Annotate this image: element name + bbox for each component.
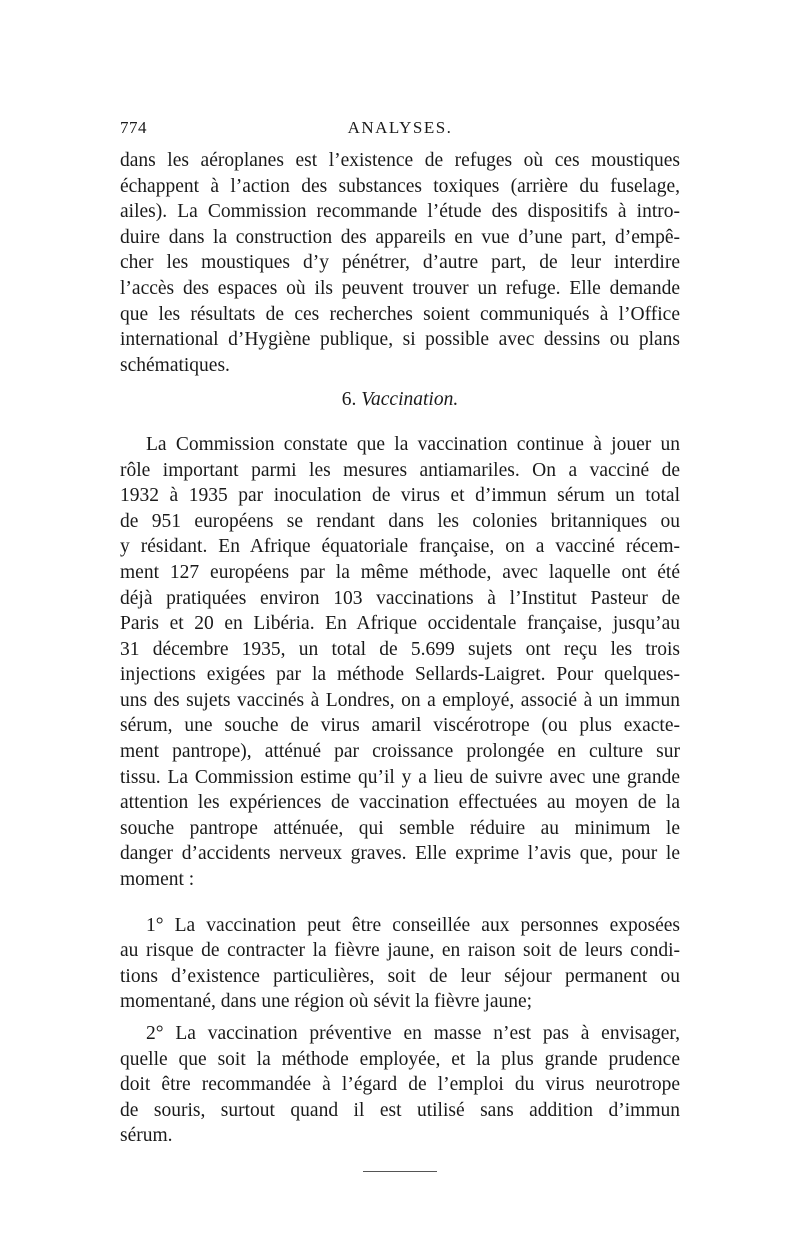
text-line: danger d’accidents nerveux graves. Elle exprime l’avis que, pour le	[120, 843, 680, 865]
text-line: 31 décembre 1935, un total de 5.699 sujets ont reçu les trois	[120, 638, 680, 660]
section-number: 6.	[341, 389, 357, 411]
text-line: duire dans la construction des appareils en vue d’une part, d’empê-	[120, 226, 680, 248]
running-head	[120, 118, 680, 148]
section-heading	[120, 387, 680, 413]
text-line: tissu. La Commission estime qu’il y a lieu de suivre avec une grande	[120, 766, 680, 788]
text-line: schématiques.	[120, 354, 230, 376]
text-line: 1932 à 1935 par inoculation de virus et d’immun sérum un total	[120, 485, 680, 507]
text-line: cher les moustiques d’y pénétrer, d’autre part, de leur interdire	[120, 252, 680, 274]
text-line: ment 127 européens par la même méthode, avec laquelle ont été	[120, 561, 680, 583]
text-line: 2° La vaccination préventive en masse n’est pas à envisager,	[146, 1023, 680, 1044]
text-line: international d’Hygiène publique, si possible avec dessins ou plans	[120, 329, 680, 351]
text-line: sérum, une souche de virus amaril viscérotrope (ou plus exacte-	[120, 715, 680, 737]
text-line: déjà pratiquées environ 103 vaccinations à l’Institut Pasteur de	[120, 587, 680, 609]
text-line: La Commission constate que la vaccination continue à jouer un	[146, 433, 680, 455]
text-line: rôle important parmi les mesures antiamariles. On a vacciné de	[120, 459, 680, 481]
paragraph-vaccination	[120, 432, 680, 893]
text-line: dans les aéroplanes est l’existence de refuges où ces moustiques	[120, 150, 680, 171]
text-line: Paris et 20 en Libéria. En Afrique occidentale française, jusqu’au	[120, 613, 680, 635]
text-line: ailes). La Commission recommande l’étude des dispositifs à intro-	[120, 201, 680, 223]
running-title: ANALYSES.	[347, 118, 453, 137]
text-line: échappent à l’action des substances toxiques (arrière du fuselage,	[120, 175, 680, 197]
text-line: de 951 européens se rendant dans les colonies britanniques ou	[120, 510, 680, 532]
document-page	[120, 118, 680, 1172]
text-line: momentané, dans une région où sévit la fièvre jaune;	[120, 991, 533, 1013]
page-number: 774	[120, 118, 147, 137]
text-line: quelle que soit la méthode employée, et la plus grande prudence	[120, 1048, 680, 1070]
paragraph-point-2	[120, 1021, 680, 1149]
text-line: uns des sujets vaccinés à Londres, on a employé, associé à un immun	[120, 689, 680, 711]
text-line: que les résultats de ces recherches soient communiqués à l’Office	[120, 303, 680, 325]
paragraph-point-1	[120, 913, 680, 1015]
text-line: attention les expériences de vaccination effectuées au moyen de la	[120, 792, 680, 814]
text-line: moment :	[120, 869, 195, 891]
closing-rule	[363, 1171, 437, 1172]
text-line: injections exigées par la méthode Sellards-Laigret. Pour quelques-	[120, 664, 680, 686]
text-line: doit être recommandée à l’égard de l’emploi du virus neurotrope	[120, 1074, 680, 1096]
text-line: tions d’existence particulières, soit de leur séjour permanent ou	[120, 965, 680, 987]
text-line: souche pantrope atténuée, qui semble réduire au minimum le	[120, 817, 680, 839]
text-line: y résidant. En Afrique équatoriale française, on a vacciné récem-	[120, 536, 680, 558]
section-title: Vaccination.	[361, 389, 459, 411]
text-line: ment pantrope), atténué par croissance prolongée en culture sur	[120, 741, 680, 763]
text-line: l’accès des espaces où ils peuvent trouver un refuge. Elle demande	[120, 277, 680, 299]
paragraph-aeroplanes	[120, 148, 680, 378]
text-line: au risque de contracter la fièvre jaune, en raison soit de leurs condi-	[120, 940, 680, 962]
text-line: de souris, surtout quand il est utilisé sans addition d’immun	[120, 1099, 680, 1121]
text-line: sérum.	[120, 1125, 173, 1147]
text-line: 1° La vaccination peut être conseillée aux personnes exposées	[146, 914, 680, 936]
